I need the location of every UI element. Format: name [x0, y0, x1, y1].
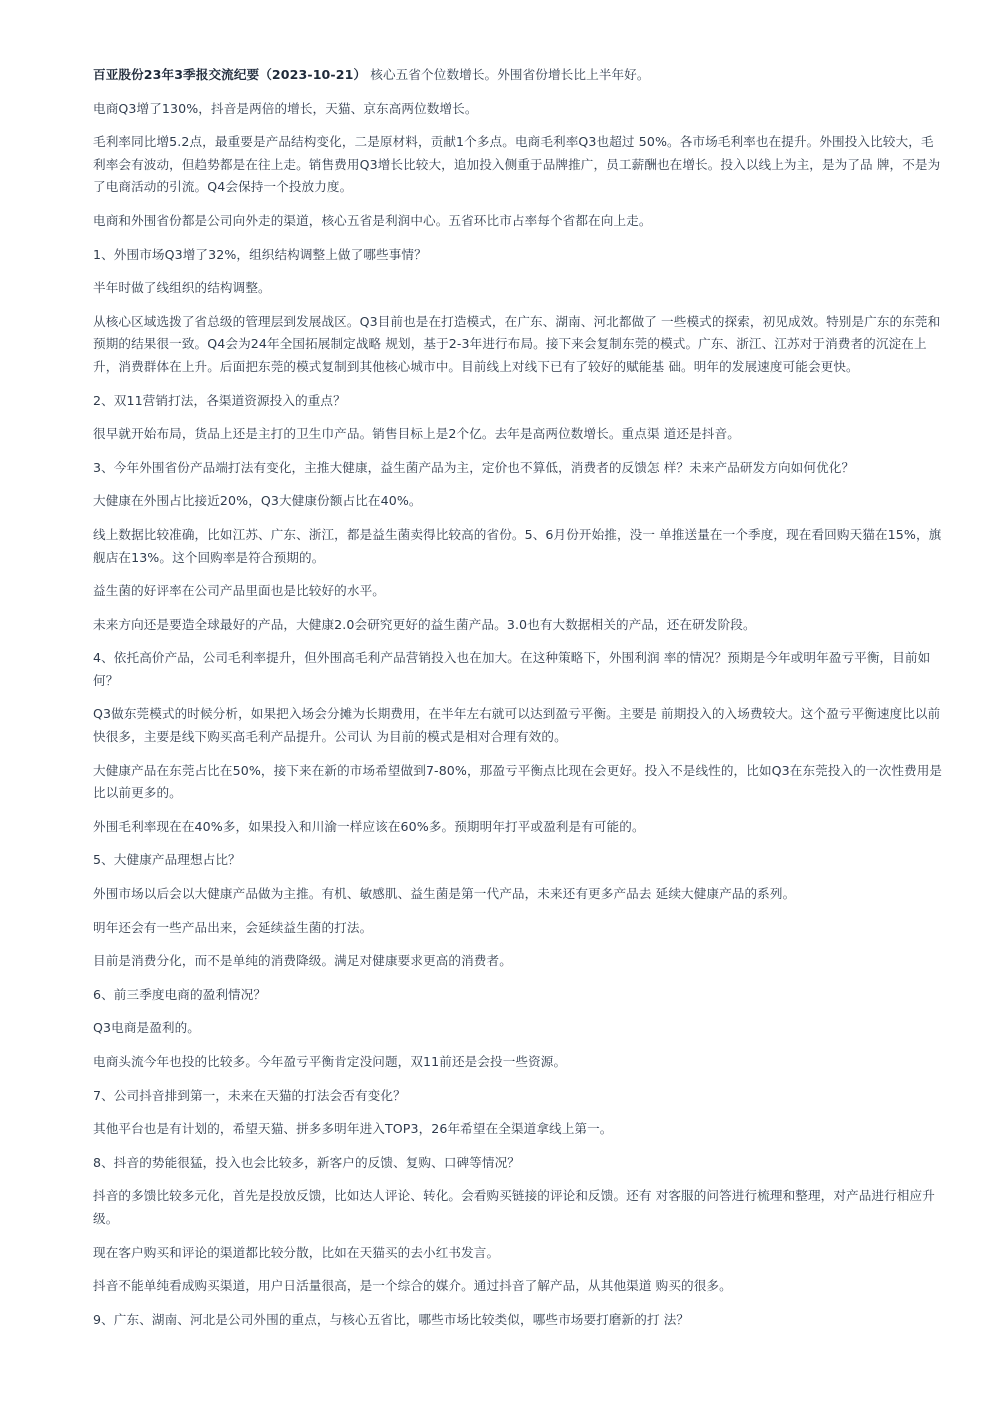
intro-text: 核心五省个位数增长。外围省份增长比上半年好。 [366, 67, 650, 82]
question: 1、外围市场Q3增了32%，组织结构调整上做了哪些事情？ [93, 246, 427, 262]
paragraph: 从核心区域选拨了省总级的管理层到发展战区。Q3目前也是在打造模式，在广东、湖南、河北都做了 一些模式的探索，初见成效。特别是广东的东莞和预期的结果很一致。Q4会为24年全国拓展制定战略 规划，基于2-3年进行布局。接下来会复制东莞的模式。广东、浙江、江苏对于消费者的沉淀在上升，消费群体在上升。后面把东莞的模式复制到其他核心城市中。目前线上对线下已有了较好的赋能基 础。明年的发展速度可能会更快。 [93, 313, 941, 374]
paragraph: 毛利率同比增5.2点，最重要是产品结构变化，二是原材料，贡献1个多点。电商毛利率Q3也超过 50%。各市场毛利率也在提升。外围投入比较大，毛利率会有波动，但趋势都是在往上走。销售费用Q3增长比较大，追加投入侧重于品牌推广，员工薪酬也在增长。投入以线上为主，是为了品 牌，不是为了电商活动的引流。Q4会保持一个投放力度。 [93, 134, 941, 195]
paragraph: 目前是消费分化，而不是单纯的消费降级。满足对健康要求更高的消费者。 [93, 953, 512, 969]
paragraph: 电商和外围省份都是公司向外走的渠道，核心五省是利润中心。五省环比市占率每个省都在向上走。 [93, 212, 652, 228]
paragraph: 半年时做了线组织的结构调整。 [93, 280, 271, 296]
paragraph: 电商Q3增了130%，抖音是两倍的增长，天猫、京东高两位数增长。 [93, 100, 478, 116]
document-title: 百亚股份23年3季报交流纪要（2023-10-21） [93, 67, 367, 82]
paragraph: 抖音不能单纯看成购买渠道，用户日活量很高，是一个综合的媒介。通过抖音了解产品，从其他渠道 购买的很多。 [93, 1278, 732, 1294]
paragraph: 其他平台也是有计划的，希望天猫、拼多多明年进入TOP3，26年希望在全渠道拿线上第一。 [93, 1121, 613, 1137]
question: 5、大健康产品理想占比？ [93, 852, 241, 868]
paragraph: 很早就开始布局，货品上还是主打的卫生巾产品。销售目标上是2个亿。去年是高两位数增长。重点渠 道还是抖音。 [93, 426, 740, 442]
paragraph: Q3电商是盈利的。 [93, 1020, 200, 1036]
paragraph: 外围毛利率现在在40%多，如果投入和川渝一样应该在60%多。预期明年打平或盈利是有可能的。 [93, 818, 645, 834]
question: 2、双11营销打法，各渠道资源投入的重点？ [93, 392, 346, 408]
paragraph: 大健康在外围占比接近20%，Q3大健康份额占比在40%。 [93, 493, 422, 509]
paragraph: 大健康产品在东莞占比在50%，接下来在新的市场希望做到7-80%，那盈亏平衡点比现在会更好。投入不是线性的，比如Q3在东莞投入的一次性费用是比以前更多的。 [93, 762, 943, 801]
intro-paragraph [93, 64, 943, 87]
paragraph: 现在客户购买和评论的渠道都比较分散，比如在天猫买的去小红书发言。 [93, 1244, 500, 1260]
question: 3、今年外围省份产品端打法有变化，主推大健康，益生菌产品为主，定价也不算低，消费者的反馈怎 样？未来产品研发方向如何优化？ [93, 459, 855, 475]
document-body [93, 64, 943, 1342]
question: 7、公司抖音排到第一，未来在天猫的打法会否有变化？ [93, 1087, 406, 1103]
paragraph: Q3做东莞模式的时候分析，如果把入场会分摊为长期费用，在半年左右就可以达到盈亏平衡。主要是 前期投入的入场费较大。这个盈亏平衡速度比以前快很多，主要是线下购买高毛利产品提升。公司认 为目前的模式是相对合理有效的。 [93, 706, 941, 745]
paragraph: 抖音的多馈比较多元化，首先是投放反馈，比如达人评论、转化。会看购买链接的评论和反馈。还有 对客服的问答进行梳理和整理，对产品进行相应升级。 [93, 1188, 935, 1226]
question: 6、前三季度电商的盈利情况？ [93, 986, 267, 1002]
paragraph: 明年还会有一些产品出来，会延续益生菌的打法。 [93, 919, 373, 935]
paragraph: 外围市场以后会以大健康产品做为主推。有机、敏感肌、益生菌是第一代产品，未来还有更多产品去 延续大健康产品的系列。 [93, 886, 796, 902]
paragraph: 线上数据比较准确，比如江苏、广东、浙江，都是益生菌卖得比较高的省份。5、6月份开始推，没一 单推送量在一个季度，现在看回购天猫在15%，旗舰店在13%。这个回购率是符合预期的。 [93, 526, 942, 565]
paragraph: 益生菌的好评率在公司产品里面也是比较好的水平。 [93, 583, 385, 599]
paragraph: 未来方向还是要造全球最好的产品，大健康2.0会研究更好的益生菌产品。3.0也有大数据相关的产品，还在研发阶段。 [93, 616, 756, 632]
question: 8、抖音的势能很猛，投入也会比较多，新客户的反馈、复购、口碑等情况？ [93, 1154, 521, 1170]
question: 9、广东、湖南、河北是公司外围的重点，与核心五省比，哪些市场比较类似，哪些市场要打磨新的打 法？ [93, 1311, 690, 1327]
paragraph: 电商头流今年也投的比较多。今年盈亏平衡肯定没问题，双11前还是会投一些资源。 [93, 1054, 567, 1069]
question: 4、依托高价产品，公司毛利率提升，但外围高毛利产品营销投入也在加大。在这种策略下，外围利润 率的情况？预期是今年或明年盈亏平衡，目前如何？ [93, 650, 931, 688]
